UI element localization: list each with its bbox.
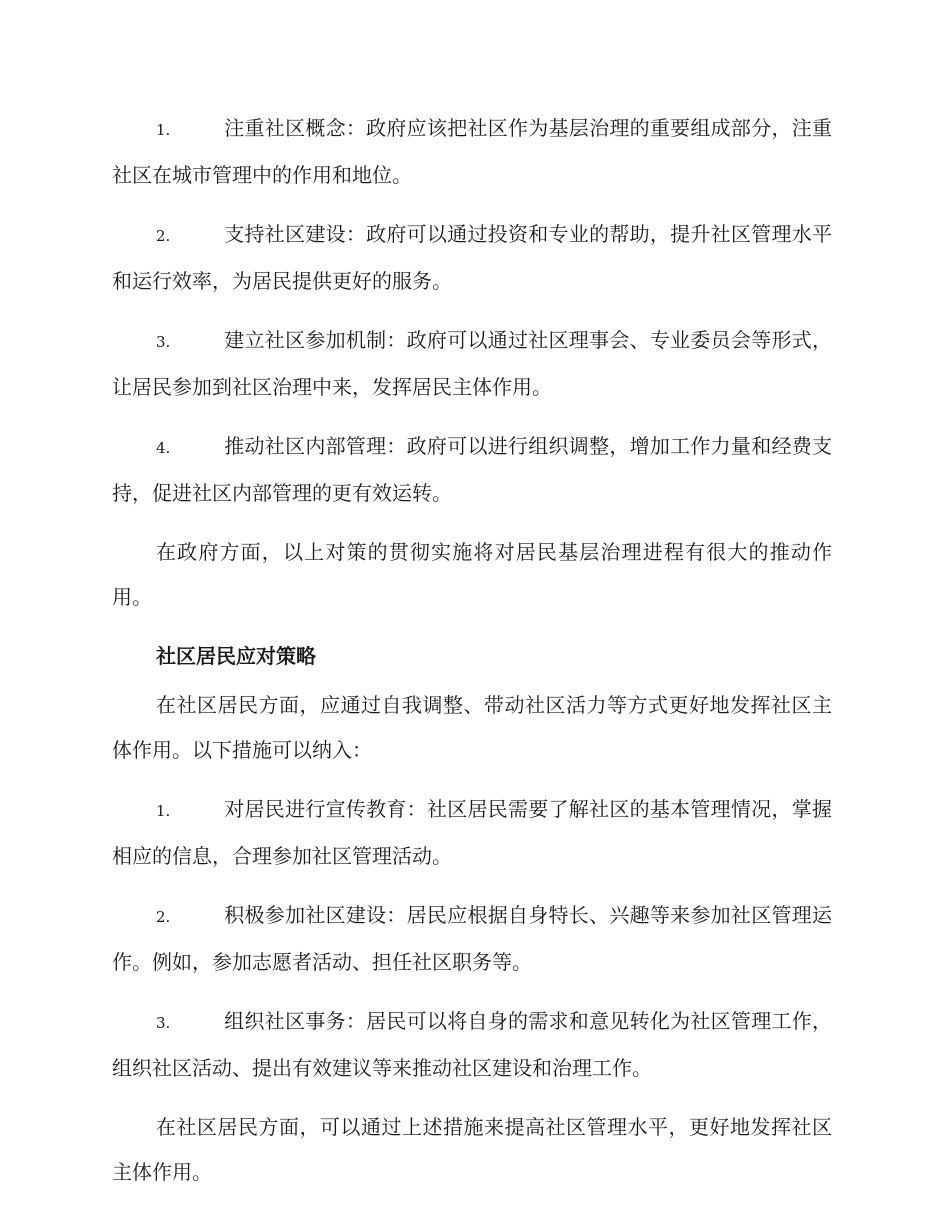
list-text: 对居民进行宣传教育：社区居民需要了解社区的基本管理情况，掌握相应的信息，合理参加社区管理活动。 (112, 797, 832, 868)
list-number: 2. (156, 908, 171, 926)
document-body (112, 106, 832, 1209)
list-text: 推动社区内部管理：政府可以进行组织调整，增加工作力量和经费支持，促进社区内部管理的更有效运转。 (112, 434, 832, 505)
resident-list-item-1 (112, 787, 832, 879)
resident-list-item-3 (112, 999, 832, 1091)
gov-summary-paragraph: 在政府方面，以上对策的贯彻实施将对居民基层治理进程有很大的推动作用。 (112, 540, 832, 609)
resident-list-item-2 (112, 893, 832, 985)
list-number: 4. (156, 439, 171, 457)
list-number: 3. (156, 333, 171, 351)
list-number: 1. (156, 121, 171, 139)
gov-list-item-1 (112, 106, 832, 198)
list-number: 2. (156, 227, 171, 245)
gov-list-item-2 (112, 212, 832, 304)
list-number: 3. (156, 1014, 171, 1032)
section-heading: 社区居民应对策略 (156, 644, 316, 668)
gov-list-item-3 (112, 318, 832, 410)
list-text: 注重社区概念：政府应该把社区作为基层治理的重要组成部分，注重社区在城市管理中的作用和地位。 (112, 116, 832, 187)
list-text: 建立社区参加机制：政府可以通过社区理事会、专业委员会等形式，让居民参加到社区治理中来，发挥居民主体作用。 (112, 328, 832, 399)
list-text: 组织社区事务：居民可以将自身的需求和意见转化为社区管理工作，组织社区活动、提出有效建议等来推动社区建设和治理工作。 (112, 1009, 832, 1080)
list-text: 支持社区建设：政府可以通过投资和专业的帮助，提升社区管理水平和运行效率，为居民提供更好的服务。 (112, 222, 832, 293)
resident-summary-paragraph: 在社区居民方面，可以通过上述措施来提高社区管理水平，更好地发挥社区主体作用。 (112, 1115, 832, 1184)
gov-list-item-4 (112, 424, 832, 516)
list-number: 1. (156, 802, 171, 820)
resident-intro-paragraph: 在社区居民方面，应通过自我调整、带动社区活力等方式更好地发挥社区主体作用。以下措施可以纳入： (112, 693, 832, 762)
list-text: 积极参加社区建设：居民应根据自身特长、兴趣等来参加社区管理运作。例如，参加志愿者活动、担任社区职务等。 (112, 903, 832, 974)
